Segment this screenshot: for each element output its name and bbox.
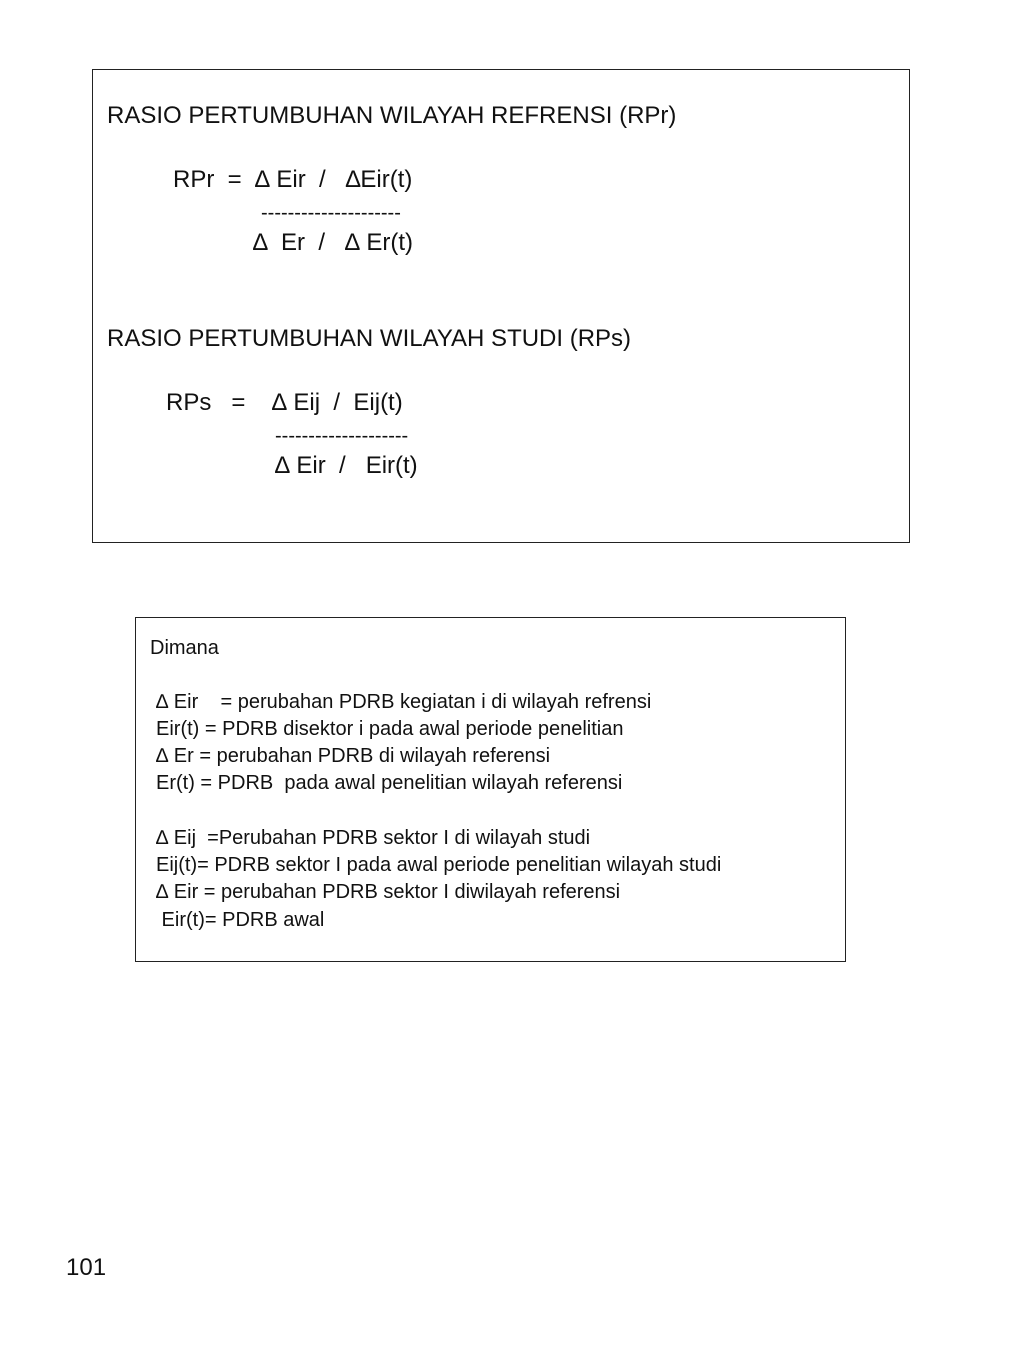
page-number: 101	[66, 1254, 107, 1281]
heading-rpr: RASIO PERTUMBUHAN WILAYAH REFRENSI (RPr)	[107, 102, 677, 129]
rps-fraction-line: --------------------	[275, 425, 409, 447]
rps-denominator: ∆ Eir / Eir(t)	[275, 452, 418, 479]
definition-line: Eij(t)= PDRB sektor I pada awal periode penelitian wilayah studi	[156, 854, 722, 876]
definition-line: Eir(t)= PDRB awal	[156, 909, 325, 931]
definition-line: Eir(t) = PDRB disektor i pada awal periode penelitian	[156, 718, 624, 740]
rpr-fraction-line: ---------------------	[261, 202, 401, 224]
heading-rps: RASIO PERTUMBUHAN WILAYAH STUDI (RPs)	[107, 325, 632, 352]
definitions-title: Dimana	[150, 637, 219, 659]
formula-box	[92, 69, 910, 543]
rpr-numerator: RPr = ∆ Eir / ∆Eir(t)	[173, 166, 413, 193]
definition-line: ∆ Eir = perubahan PDRB kegiatan i di wilayah refrensi	[156, 691, 652, 713]
rps-numerator: RPs = ∆ Eij / Eij(t)	[166, 389, 403, 416]
definition-line: Er(t) = PDRB pada awal penelitian wilayah referensi	[156, 772, 623, 794]
definition-line: ∆ Eir = perubahan PDRB sektor I diwilayah referensi	[156, 881, 621, 903]
rpr-denominator: ∆ Er / ∆ Er(t)	[253, 229, 414, 256]
definition-line: ∆ Eij =Perubahan PDRB sektor I di wilayah studi	[156, 827, 591, 849]
definition-line: ∆ Er = perubahan PDRB di wilayah referensi	[156, 745, 551, 767]
